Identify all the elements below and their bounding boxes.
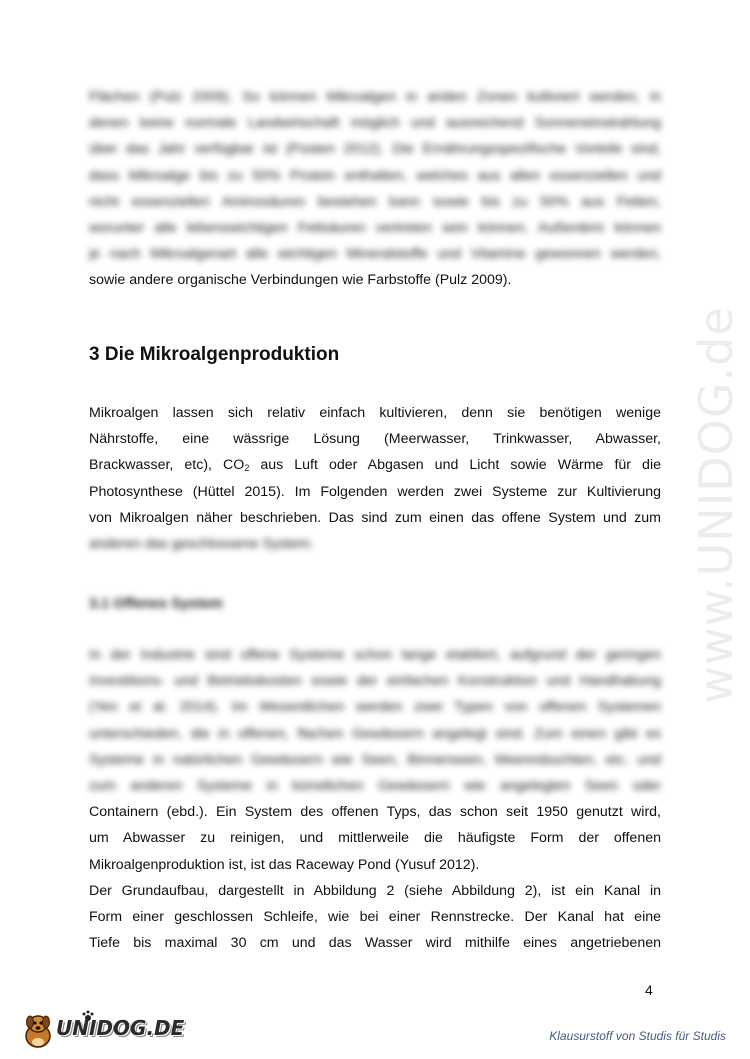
- subsection-paragraph: [89, 642, 661, 956]
- blurred-line: dass Mikroalge bis zu 50% Protein enthalten, welches aus allen essenziellen und: [89, 167, 661, 184]
- text-line: Mikroalgenproduktion ist, ist das Raceway Pond (Yusuf 2012).: [89, 856, 480, 873]
- intro-paragraph: [89, 84, 661, 294]
- blurred-line: je nach Mikroalgenart alle wichtigen Mineralstoffe und Vitamine gewonnen werden,: [89, 246, 661, 263]
- blurred-line: zum anderen Systeme in künstlichen Gewässern wie angelegten Seen oder: [89, 777, 661, 794]
- logo-text: UNIDOG.DE: [56, 1016, 185, 1040]
- page-number: 4: [645, 982, 653, 998]
- watermark: www.UNIDOG.de: [689, 306, 743, 704]
- blurred-line: In der Industrie sind offene Systeme schon lange etabliert, aufgrund der geringen: [89, 647, 661, 663]
- blurred-line: worunter alle lebenswichtigen Fettsäuren vertreten sein können. Außerdem können: [89, 219, 661, 236]
- co2-text: Brackwasser, etc), CO: [89, 457, 245, 474]
- text-line-with-subscript: [89, 452, 661, 478]
- blurred-line: über das Jahr verfügbar ist (Posten 2012). Die Ernährungsspezifische Vorteile sind,: [89, 141, 661, 158]
- text-line: Mikroalgen lassen sich relativ einfach kultivieren, denn sie benötigen wenige: [89, 405, 661, 421]
- blurred-line: Flächen (Pulz 2009). So können Mikroalgen in ariden Zonen kultiviert werden, in: [89, 89, 661, 105]
- text-line: Containern (ebd.). Ein System des offenen Typs, das schon seit 1950 genutzt wird,: [89, 804, 661, 821]
- text-line: Form einer geschlossen Schleife, wie bei einer Rennstrecke. Der Kanal hat eine: [89, 908, 661, 925]
- footer-tagline: Klausurstoff von Studis für Studis: [549, 1029, 726, 1043]
- blurred-line: (Yen et al. 2014). Im Wesentlichen werden zwei Typen von offenen Systemen: [89, 699, 661, 716]
- unidog-logo: [22, 1010, 185, 1052]
- blurred-line: denen keine normale Landwirtschaft möglich und ausreichend Sonneneinstrahlung: [89, 115, 661, 132]
- blurred-line: anderen das geschlossene System.: [89, 535, 314, 552]
- blurred-line: nicht essenziellen Aminosäuren bestehen kann sowie bis zu 50% aus Fetten,: [89, 193, 661, 210]
- dog-icon: [22, 1012, 56, 1050]
- section-heading: 3 Die Mikroalgenproduktion: [89, 344, 340, 365]
- subsection-heading: 3.1 Offenes System: [89, 596, 223, 612]
- text-fragment: aus Luft oder Abgasen und Licht sowie Wärme für die: [249, 457, 661, 474]
- text-line: von Mikroalgen näher beschrieben. Das sind zum einen das offene System und zum: [89, 509, 661, 526]
- section-paragraph: [89, 400, 661, 557]
- blurred-line: Systeme in natürlichen Gewässern wie Seen, Binnenseen, Meeresbuchten, etc. und: [89, 751, 661, 768]
- text-line: sowie andere organische Verbindungen wie Farbstoffe (Pulz 2009).: [89, 272, 512, 289]
- blurred-line: unterschieden, die in offenen, flachen Gewässern angelegt sind. Zum einen gibt es: [89, 725, 661, 742]
- text-line: Nährstoffe, eine wässrige Lösung (Meerwasser, Trinkwasser, Abwasser,: [89, 431, 661, 448]
- text-line: Photosynthese (Hüttel 2015). Im Folgenden werden zwei Systeme zur Kultivierung: [89, 483, 661, 500]
- co2-subscript: 2: [244, 463, 250, 474]
- text-line: um Abwasser zu reinigen, und mittlerweile die häufigste Form der offenen: [89, 830, 661, 847]
- blurred-line: Investitions- und Betriebskosten sowie der einfachen Konstruktion und Handhabung: [89, 673, 661, 690]
- text-line: Tiefe bis maximal 30 cm und das Wasser wird mithilfe eines angetriebenen: [89, 935, 661, 952]
- text-line: Der Grundaufbau, dargestellt in Abbildung 2 (siehe Abbildung 2), ist ein Kanal in: [89, 882, 661, 899]
